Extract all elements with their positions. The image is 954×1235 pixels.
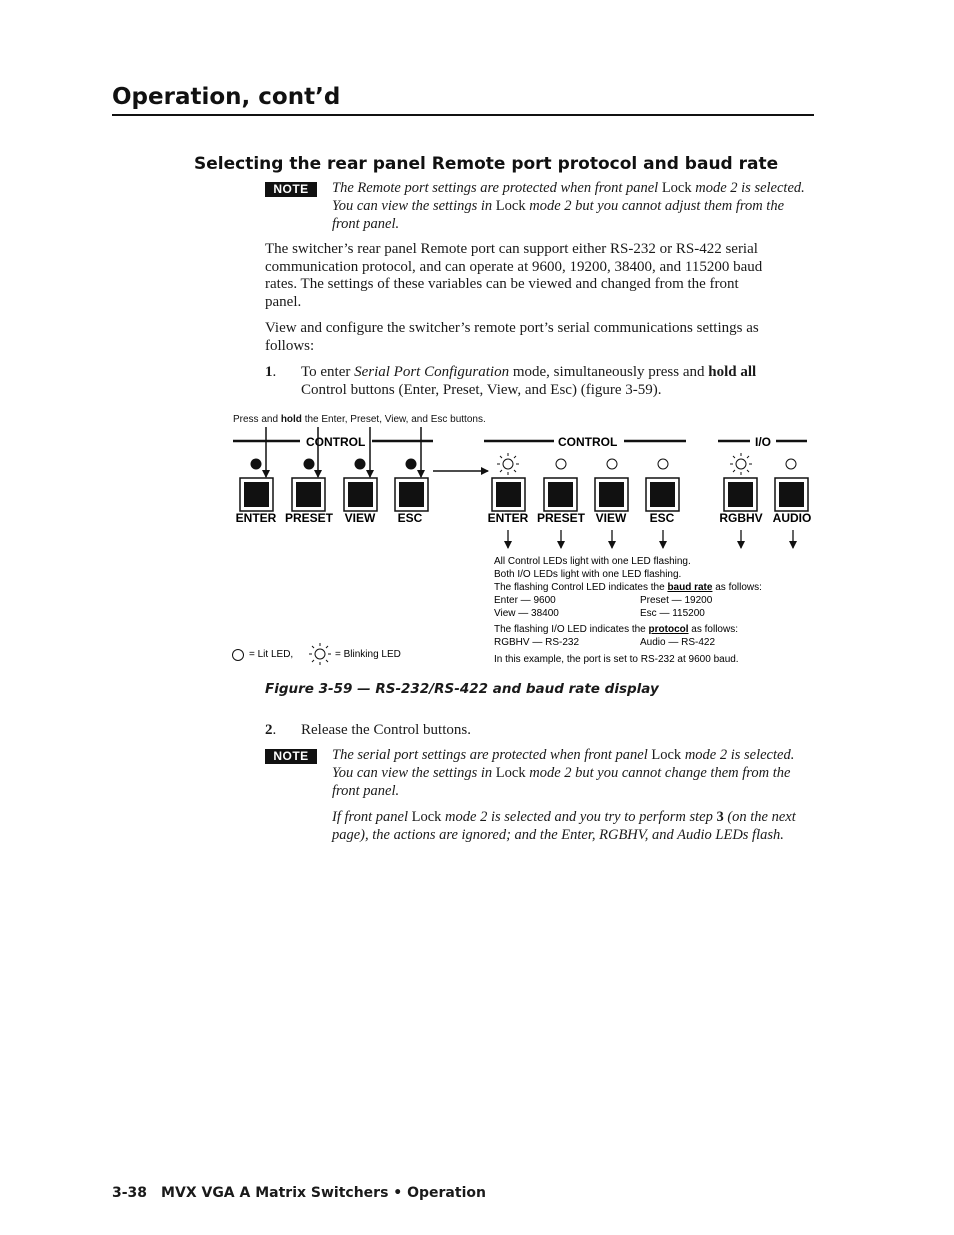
led-lit bbox=[304, 459, 315, 470]
proto-audio: Audio — RS-422 bbox=[640, 637, 716, 648]
note-text: The Remote port settings are protected when front panel Lock mode 2 is selected. You can view the settings in Lock mode 2 but you cannot adjust them from the front panel. bbox=[332, 180, 805, 232]
button-rgbhv bbox=[724, 478, 757, 511]
button-view-left bbox=[344, 478, 377, 511]
button-preset-left bbox=[292, 478, 325, 511]
example-line: In this example, the port is set to RS-232 at 9600 baud. bbox=[494, 654, 739, 665]
step-number: 2. bbox=[265, 722, 277, 738]
button-enter-left bbox=[240, 478, 273, 511]
button-label: ESC bbox=[397, 511, 423, 525]
control-label-right: CONTROL bbox=[558, 435, 618, 449]
led-lit-open bbox=[556, 459, 566, 469]
step-text: Release the Control buttons. bbox=[301, 722, 471, 738]
note-text: The serial port settings are protected when front panel Lock mode 2 is selected. You can view the settings in Lock mode 2 but you cannot change them from the front panel. If front panel Lock mode 2 is selected and you try to perform step 3 (on the next page), the actions are ignored; and the Enter, RGBHV, and Audio LEDs flash. bbox=[332, 747, 796, 843]
legend-blinking-led bbox=[309, 643, 331, 665]
led-lit-open bbox=[786, 459, 796, 469]
button-label: VIEW bbox=[344, 511, 376, 525]
control-label-left: CONTROL bbox=[306, 435, 366, 449]
button-enter-right bbox=[492, 478, 525, 511]
led-lit-open bbox=[658, 459, 668, 469]
baud-view: View — 38400 bbox=[494, 608, 559, 619]
proto-rgbhv: RGBHV — RS-232 bbox=[494, 637, 580, 648]
legend-lit-label: = Lit LED, bbox=[249, 649, 294, 660]
button-esc-right bbox=[646, 478, 679, 511]
desc-line: Both I/O LEDs light with one LED flashing. bbox=[494, 569, 682, 580]
baud-preset: Preset — 19200 bbox=[640, 595, 713, 606]
baud-enter: Enter — 9600 bbox=[494, 595, 556, 606]
desc-line: All Control LEDs light with one LED flashing. bbox=[494, 556, 691, 567]
button-label: ENTER bbox=[235, 511, 277, 525]
intro-paragraph: The switcher’s rear panel Remote port can support either RS-232 or RS-422 serial communication protocol, and can operate at 9600, 19200, 38400, and 115200 baud rates. The settings of these variables can be viewed and changed from the front panel. bbox=[265, 241, 763, 310]
button-audio bbox=[775, 478, 808, 511]
led-lit bbox=[406, 459, 417, 470]
step-text: To enter Serial Port Configuration mode, simultaneously press and hold all Control buttons (Enter, Preset, View, and Esc) (figure 3-59). bbox=[301, 364, 757, 398]
button-label: RGBHV bbox=[719, 511, 763, 525]
desc-line: The flashing I/O LED indicates the protocol as follows: bbox=[494, 624, 738, 635]
led-lit bbox=[251, 459, 262, 470]
figure-caption: Figure 3-59 — RS-232/RS-422 and baud rate display bbox=[265, 681, 659, 697]
legend-blink-label: = Blinking LED bbox=[335, 649, 401, 660]
section-title: Selecting the rear panel Remote port protocol and baud rate bbox=[194, 154, 779, 174]
led-lit-open bbox=[607, 459, 617, 469]
note-badge: NOTE bbox=[265, 182, 317, 197]
step-number: 1. bbox=[265, 364, 277, 380]
button-label: VIEW bbox=[595, 511, 627, 525]
legend-lit-led bbox=[233, 650, 244, 661]
desc-line: The flashing Control LED indicates the baud rate as follows: bbox=[494, 582, 762, 593]
page-number: 3-38 bbox=[112, 1185, 148, 1201]
button-label: PRESET bbox=[536, 511, 586, 525]
footer-text: MVX VGA A Matrix Switchers • Operation bbox=[161, 1185, 486, 1201]
button-esc-left bbox=[395, 478, 428, 511]
led-blinking bbox=[497, 453, 519, 475]
page-footer bbox=[112, 1185, 486, 1201]
button-label: ENTER bbox=[487, 511, 529, 525]
baud-esc: Esc — 115200 bbox=[640, 608, 705, 619]
press-hold-caption: Press and hold the Enter, Preset, View, and Esc buttons. bbox=[233, 414, 486, 425]
button-preset-right bbox=[544, 478, 577, 511]
led-blinking bbox=[730, 453, 752, 475]
page-header: Operation, cont’d bbox=[112, 84, 341, 110]
led-lit bbox=[355, 459, 366, 470]
button-view-right bbox=[595, 478, 628, 511]
note-badge: NOTE bbox=[265, 749, 317, 764]
button-label: PRESET bbox=[284, 511, 334, 525]
instructions-paragraph: View and configure the switcher’s remote port’s serial communications settings as follows: bbox=[265, 320, 759, 354]
io-label: I/O bbox=[755, 435, 772, 449]
button-label: AUDIO bbox=[772, 511, 812, 525]
button-label: ESC bbox=[649, 511, 675, 525]
